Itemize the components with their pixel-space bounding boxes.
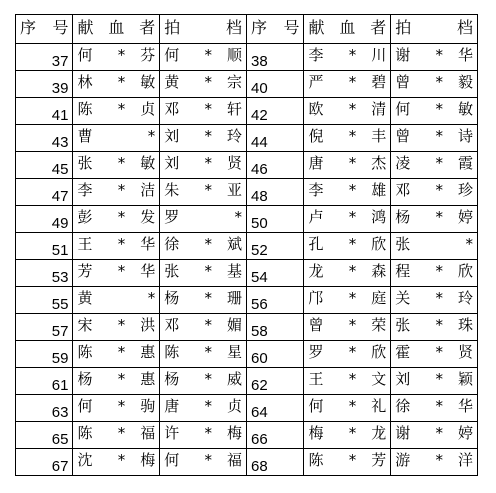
header-recipient-left: 拍 档 xyxy=(160,15,247,44)
table-row xyxy=(16,233,478,260)
donor-name-right: 罗 * 欣 xyxy=(304,341,391,368)
seq-number-right: 38 xyxy=(246,44,303,71)
recipient-name-left: 邓 * 媚 xyxy=(160,314,247,341)
header-recipient-right: 拍 档 xyxy=(391,15,478,44)
recipient-name-left: 陈 * 星 xyxy=(160,341,247,368)
seq-number-right: 48 xyxy=(246,179,303,206)
donor-name-right: 陈 * 芳 xyxy=(304,449,391,476)
table-header xyxy=(16,15,478,44)
seq-number-right: 50 xyxy=(246,206,303,233)
table-row xyxy=(16,449,478,476)
donor-pair-table xyxy=(15,14,478,476)
seq-number-right: 42 xyxy=(246,98,303,125)
seq-number-left: 51 xyxy=(16,233,73,260)
seq-number-left: 39 xyxy=(16,71,73,98)
recipient-name-right: 谢 * 婷 xyxy=(391,422,478,449)
donor-name-right: 孔 * 欣 xyxy=(304,233,391,260)
donor-name-right: 邝 * 庭 xyxy=(304,287,391,314)
recipient-name-left: 许 * 梅 xyxy=(160,422,247,449)
recipient-name-left: 刘 * 玲 xyxy=(160,125,247,152)
seq-number-right: 40 xyxy=(246,71,303,98)
recipient-name-right: 刘 * 颖 xyxy=(391,368,478,395)
donor-name-right: 唐 * 杰 xyxy=(304,152,391,179)
table-row xyxy=(16,260,478,287)
seq-number-left: 61 xyxy=(16,368,73,395)
table-row xyxy=(16,422,478,449)
header-seq-left: 序 号 xyxy=(16,15,73,44)
table-row xyxy=(16,179,478,206)
recipient-name-right: 关 * 玲 xyxy=(391,287,478,314)
seq-number-right: 46 xyxy=(246,152,303,179)
donor-name-left: 陈 * 贞 xyxy=(73,98,160,125)
seq-number-right: 52 xyxy=(246,233,303,260)
seq-number-left: 49 xyxy=(16,206,73,233)
seq-number-right: 62 xyxy=(246,368,303,395)
donor-name-right: 卢 * 鸿 xyxy=(304,206,391,233)
donor-name-right: 倪 * 丰 xyxy=(304,125,391,152)
seq-number-right: 44 xyxy=(246,125,303,152)
seq-number-right: 58 xyxy=(246,314,303,341)
table-body xyxy=(16,44,478,476)
donor-name-left: 张 * 敏 xyxy=(73,152,160,179)
donor-name-left: 李 * 洁 xyxy=(73,179,160,206)
recipient-name-left: 何 * 福 xyxy=(160,449,247,476)
seq-number-left: 41 xyxy=(16,98,73,125)
donor-name-left: 彭 * 发 xyxy=(73,206,160,233)
recipient-name-right: 张 * xyxy=(391,233,478,260)
recipient-name-left: 朱 * 亚 xyxy=(160,179,247,206)
seq-number-right: 66 xyxy=(246,422,303,449)
recipient-name-left: 徐 * 斌 xyxy=(160,233,247,260)
header-row xyxy=(16,15,478,44)
seq-number-left: 63 xyxy=(16,395,73,422)
donor-name-left: 陈 * 福 xyxy=(73,422,160,449)
recipient-name-left: 刘 * 贤 xyxy=(160,152,247,179)
recipient-name-right: 谢 * 华 xyxy=(391,44,478,71)
recipient-name-right: 张 * 珠 xyxy=(391,314,478,341)
table-row xyxy=(16,71,478,98)
seq-number-right: 60 xyxy=(246,341,303,368)
recipient-name-right: 凌 * 霞 xyxy=(391,152,478,179)
recipient-name-right: 徐 * 华 xyxy=(391,395,478,422)
donor-name-left: 沈 * 梅 xyxy=(73,449,160,476)
recipient-name-left: 邓 * 轩 xyxy=(160,98,247,125)
donor-name-left: 芳 * 华 xyxy=(73,260,160,287)
seq-number-left: 47 xyxy=(16,179,73,206)
seq-number-left: 53 xyxy=(16,260,73,287)
recipient-name-right: 何 * 敏 xyxy=(391,98,478,125)
donor-name-right: 李 * 川 xyxy=(304,44,391,71)
recipient-name-left: 唐 * 贞 xyxy=(160,395,247,422)
seq-number-left: 67 xyxy=(16,449,73,476)
table-row xyxy=(16,287,478,314)
table-row xyxy=(16,341,478,368)
donor-name-right: 严 * 碧 xyxy=(304,71,391,98)
recipient-name-left: 黄 * 宗 xyxy=(160,71,247,98)
donor-name-left: 陈 * 惠 xyxy=(73,341,160,368)
table-row xyxy=(16,368,478,395)
recipient-name-right: 邓 * 珍 xyxy=(391,179,478,206)
table-row xyxy=(16,152,478,179)
donor-name-right: 李 * 雄 xyxy=(304,179,391,206)
donor-name-left: 何 * 驹 xyxy=(73,395,160,422)
header-seq-right: 序 号 xyxy=(246,15,303,44)
donor-name-right: 欧 * 清 xyxy=(304,98,391,125)
table-row xyxy=(16,206,478,233)
recipient-name-right: 程 * 欣 xyxy=(391,260,478,287)
seq-number-right: 56 xyxy=(246,287,303,314)
donor-name-left: 黄 * xyxy=(73,287,160,314)
donor-name-right: 何 * 礼 xyxy=(304,395,391,422)
donor-name-left: 宋 * 洪 xyxy=(73,314,160,341)
donor-name-left: 何 * 芬 xyxy=(73,44,160,71)
table-row xyxy=(16,395,478,422)
seq-number-left: 37 xyxy=(16,44,73,71)
recipient-name-right: 游 * 洋 xyxy=(391,449,478,476)
seq-number-left: 45 xyxy=(16,152,73,179)
seq-number-left: 59 xyxy=(16,341,73,368)
seq-number-right: 64 xyxy=(246,395,303,422)
seq-number-left: 43 xyxy=(16,125,73,152)
recipient-name-right: 曾 * 诗 xyxy=(391,125,478,152)
donor-name-left: 杨 * 惠 xyxy=(73,368,160,395)
seq-number-left: 57 xyxy=(16,314,73,341)
header-donor-left: 献 血 者 xyxy=(73,15,160,44)
recipient-name-right: 曾 * 毅 xyxy=(391,71,478,98)
recipient-name-left: 罗 * xyxy=(160,206,247,233)
table-row xyxy=(16,44,478,71)
seq-number-left: 65 xyxy=(16,422,73,449)
recipient-name-left: 何 * 顺 xyxy=(160,44,247,71)
table-row xyxy=(16,314,478,341)
table-row xyxy=(16,125,478,152)
recipient-name-left: 杨 * 威 xyxy=(160,368,247,395)
donor-name-left: 王 * 华 xyxy=(73,233,160,260)
seq-number-left: 55 xyxy=(16,287,73,314)
recipient-name-left: 张 * 基 xyxy=(160,260,247,287)
seq-number-right: 68 xyxy=(246,449,303,476)
donor-name-left: 曹 * xyxy=(73,125,160,152)
donor-name-right: 龙 * 森 xyxy=(304,260,391,287)
table-row xyxy=(16,98,478,125)
seq-number-right: 54 xyxy=(246,260,303,287)
recipient-name-right: 霍 * 贤 xyxy=(391,341,478,368)
header-donor-right: 献 血 者 xyxy=(304,15,391,44)
recipient-name-left: 杨 * 珊 xyxy=(160,287,247,314)
donor-name-right: 曾 * 荣 xyxy=(304,314,391,341)
donor-name-left: 林 * 敏 xyxy=(73,71,160,98)
donor-name-right: 梅 * 龙 xyxy=(304,422,391,449)
donor-name-right: 王 * 文 xyxy=(304,368,391,395)
recipient-name-right: 杨 * 婷 xyxy=(391,206,478,233)
